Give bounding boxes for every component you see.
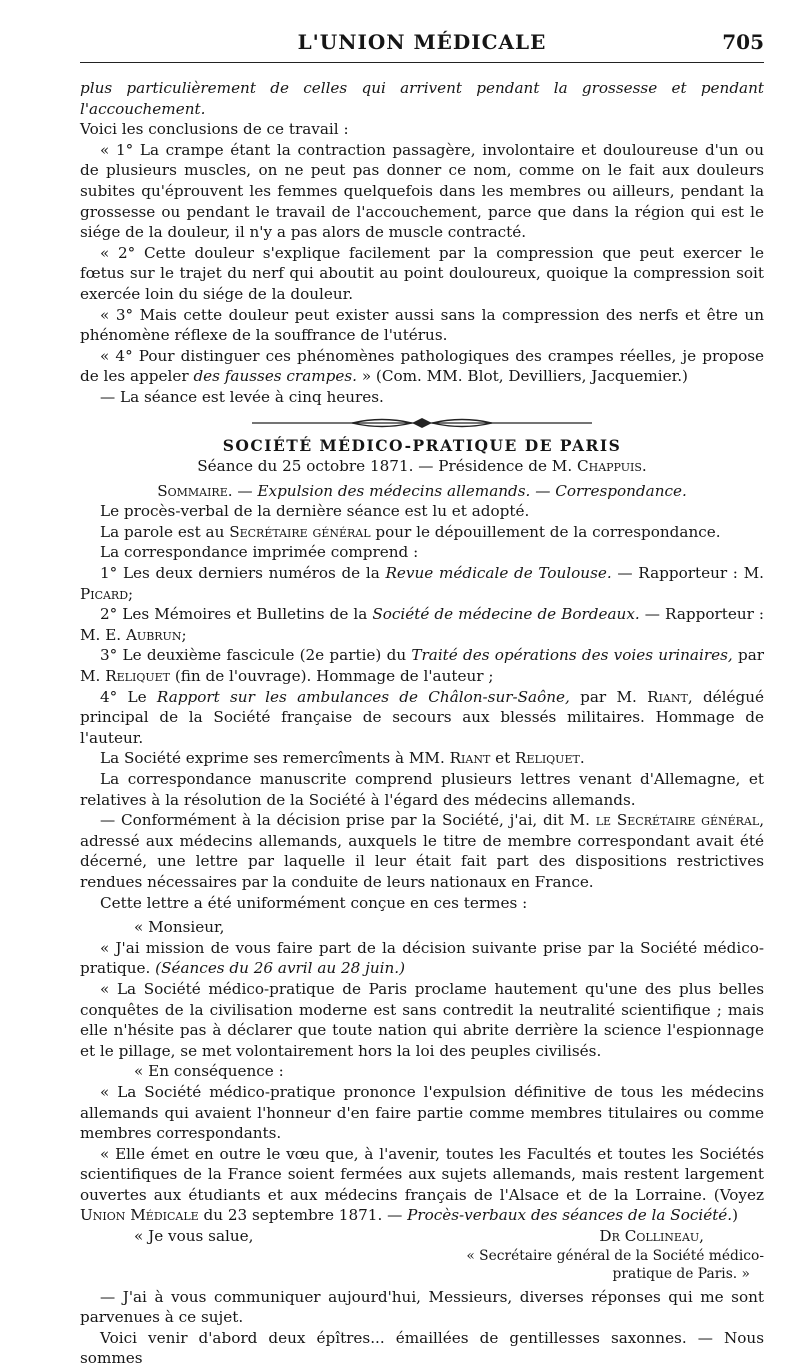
corr-item-3: 3° Le deuxième fascicule (2e partie) du Traité des opérations des voies urinaires, par M. Reliquet (fin de l'ouvrage). Hommage de l'auteur ; [80,646,765,686]
seance-levee: — La séance est levée à cinq heures. [100,387,384,406]
page-number: 705 [722,30,764,54]
conclusion-2: « 2° Cette douleur s'explique facilement par la compression que peut exercer le fœtus sur le trajet du nerf qui aboutit au point douloureux, quoique la compression soit exercée loin du siége de la douleur. [80,243,764,303]
letter-paragraph-4: « La Société médico-pratique prononce l'expulsion définitive de tous les médecins allemands qui avaient l'honneur d'en faire partie comme membres titulaires ou comme membres correspondants. [80,1082,764,1143]
letter-salutation: « Monsieur, [134,918,225,937]
conclusion-1: « 1° La crampe étant la contraction passagère, involontaire et douloureuse d'un ou de plusieurs muscles, on ne peut pas donner ce nom, comme on le fait aux douleurs subites qu'éprouvent les femmes quelquefois dans les membres ou ailleurs, pendant la grossesse ou pendant le travail de l'accouchement, parce que dans la région qui est le siége de la douleur, il n'y a pas alors de muscle contracté. [80,140,764,242]
communiquer-paragraph: — J'ai à vous communiquer aujourd'hui, Messieurs, diverses réponses qui me sont parvenues à ce sujet. [80,1287,764,1327]
journal-title: L'UNION MÉDICALE [297,30,547,54]
voici-paragraph: Voici venir d'abord deux épîtres... émaillées de gentillesses saxonnes. — Nous sommes [80,1328,764,1368]
letter-closing: « Je vous salue, [134,1227,254,1246]
header-rule [80,62,764,63]
letter-signature: Dr Collineau, [599,1227,704,1246]
corr-item-1: 1° Les deux derniers numéros de la Revue médicale de Toulouse. — Rapporteur : M. Picard; [80,564,764,603]
letter-paragraph-3: « En conséquence : [134,1062,284,1081]
lettre-intro: Cette lettre a été uniformément conçue en ces termes : [100,893,528,912]
running-header [80,22,764,62]
letter-paragraph-1: « J'ai mission de vous faire part de la décision suivante prise par la Société médico-pratique. (Séances du 26 avril au 28 juin.) [80,938,764,978]
conclusion-4: « 4° Pour distinguer ces phénomènes pathologiques des crampes réelles, je propose de les appeler des fausses crampes. » (Com. MM. Blot, Devilliers, Jacquemier.) [80,346,764,386]
intro-conclusions: Voici les conclusions de ce travail : [80,120,349,139]
section-ornament-rule [242,416,602,430]
article-body [80,78,764,1369]
letter-signature-role: « Secrétaire général de la Société médico- pratique de Paris. » [466,1247,764,1282]
society-title: SOCIÉTÉ MÉDICO-PRATIQUE DE PARIS [222,435,622,455]
remerciements: La Société exprime ses remercîments à MM. Riant et Reliquet. [100,749,585,768]
letter-paragraph-5: « Elle émet en outre le vœu que, à l'avenir, toutes les Facultés et toutes les Sociétés scientifiques de la France soient fermées aux sujets allemands, mais restent largement ouvertes aux étudiants et aux médecins français de l'Alsace et de la Lorraine. (Voyez Union Médicale du 23 septembre 1871. — Procès-verbaux des séances de la Société.) [80,1144,764,1225]
intro-line: plus particulièrement de celles qui arrivent pendant la grossesse et pendant l'accouchement. [80,79,764,118]
sommaire: Sommaire. — Expulsion des médecins allemands. — Correspondance. [157,481,687,500]
letter-paragraph-2: « La Société médico-pratique de Paris proclame hautement qu'une des plus belles conquêtes de la civilisation moderne est sans contredit la neutralité scientifique ; mais elle n'hésite pas à déclarer que toute nation qui abrite derrière la science l'espionnage et le pillage, se met volontairement hors la loi des peuples civilisés. [80,979,764,1060]
corr-item-4: 4° Le Rapport sur les ambulances de Châlon-sur-Saône, par M. Riant, délégué principal de la Société française de secours aux blessés militaires. Hommage de l'auteur. [80,687,765,747]
proces-verbal: Le procès-verbal de la dernière séance est lu et adopté. [100,502,530,521]
letter-signature-row [80,1226,764,1247]
seance-line: Séance du 25 octobre 1871. — Présidence de M. Chappuis. [197,457,647,476]
correspondance-manuscrite: La correspondance manuscrite comprend plusieurs lettres venant d'Allemagne, et relatives à la résolution de la Société à l'égard des médecins allemands. [80,770,764,809]
conformement-paragraph: — Conformément à la décision prise par la Société, j'ai, dit M. le Secrétaire général, adressé aux médecins allemands, auxquels le titre de membre correspondant avait été décerné, une lettre par laquelle il leur était fait part des dispositions restrictives rendues nécessaires par la conduite de leurs nationaux en France. [80,811,765,891]
conclusion-3: « 3° Mais cette douleur peut exister aussi sans la compression des nerfs et être un phénomène réflexe de la souffrance de l'utérus. [80,305,764,345]
corr-item-2: 2° Les Mémoires et Bulletins de la Société de médecine de Bordeaux. — Rapporteur : M. E. Aubrun; [80,605,765,644]
correspondance-imprimee: La correspondance imprimée comprend : [100,543,419,562]
parole-secretaire: La parole est au Secrétaire général pour le dépouillement de la correspondance. [100,522,721,541]
